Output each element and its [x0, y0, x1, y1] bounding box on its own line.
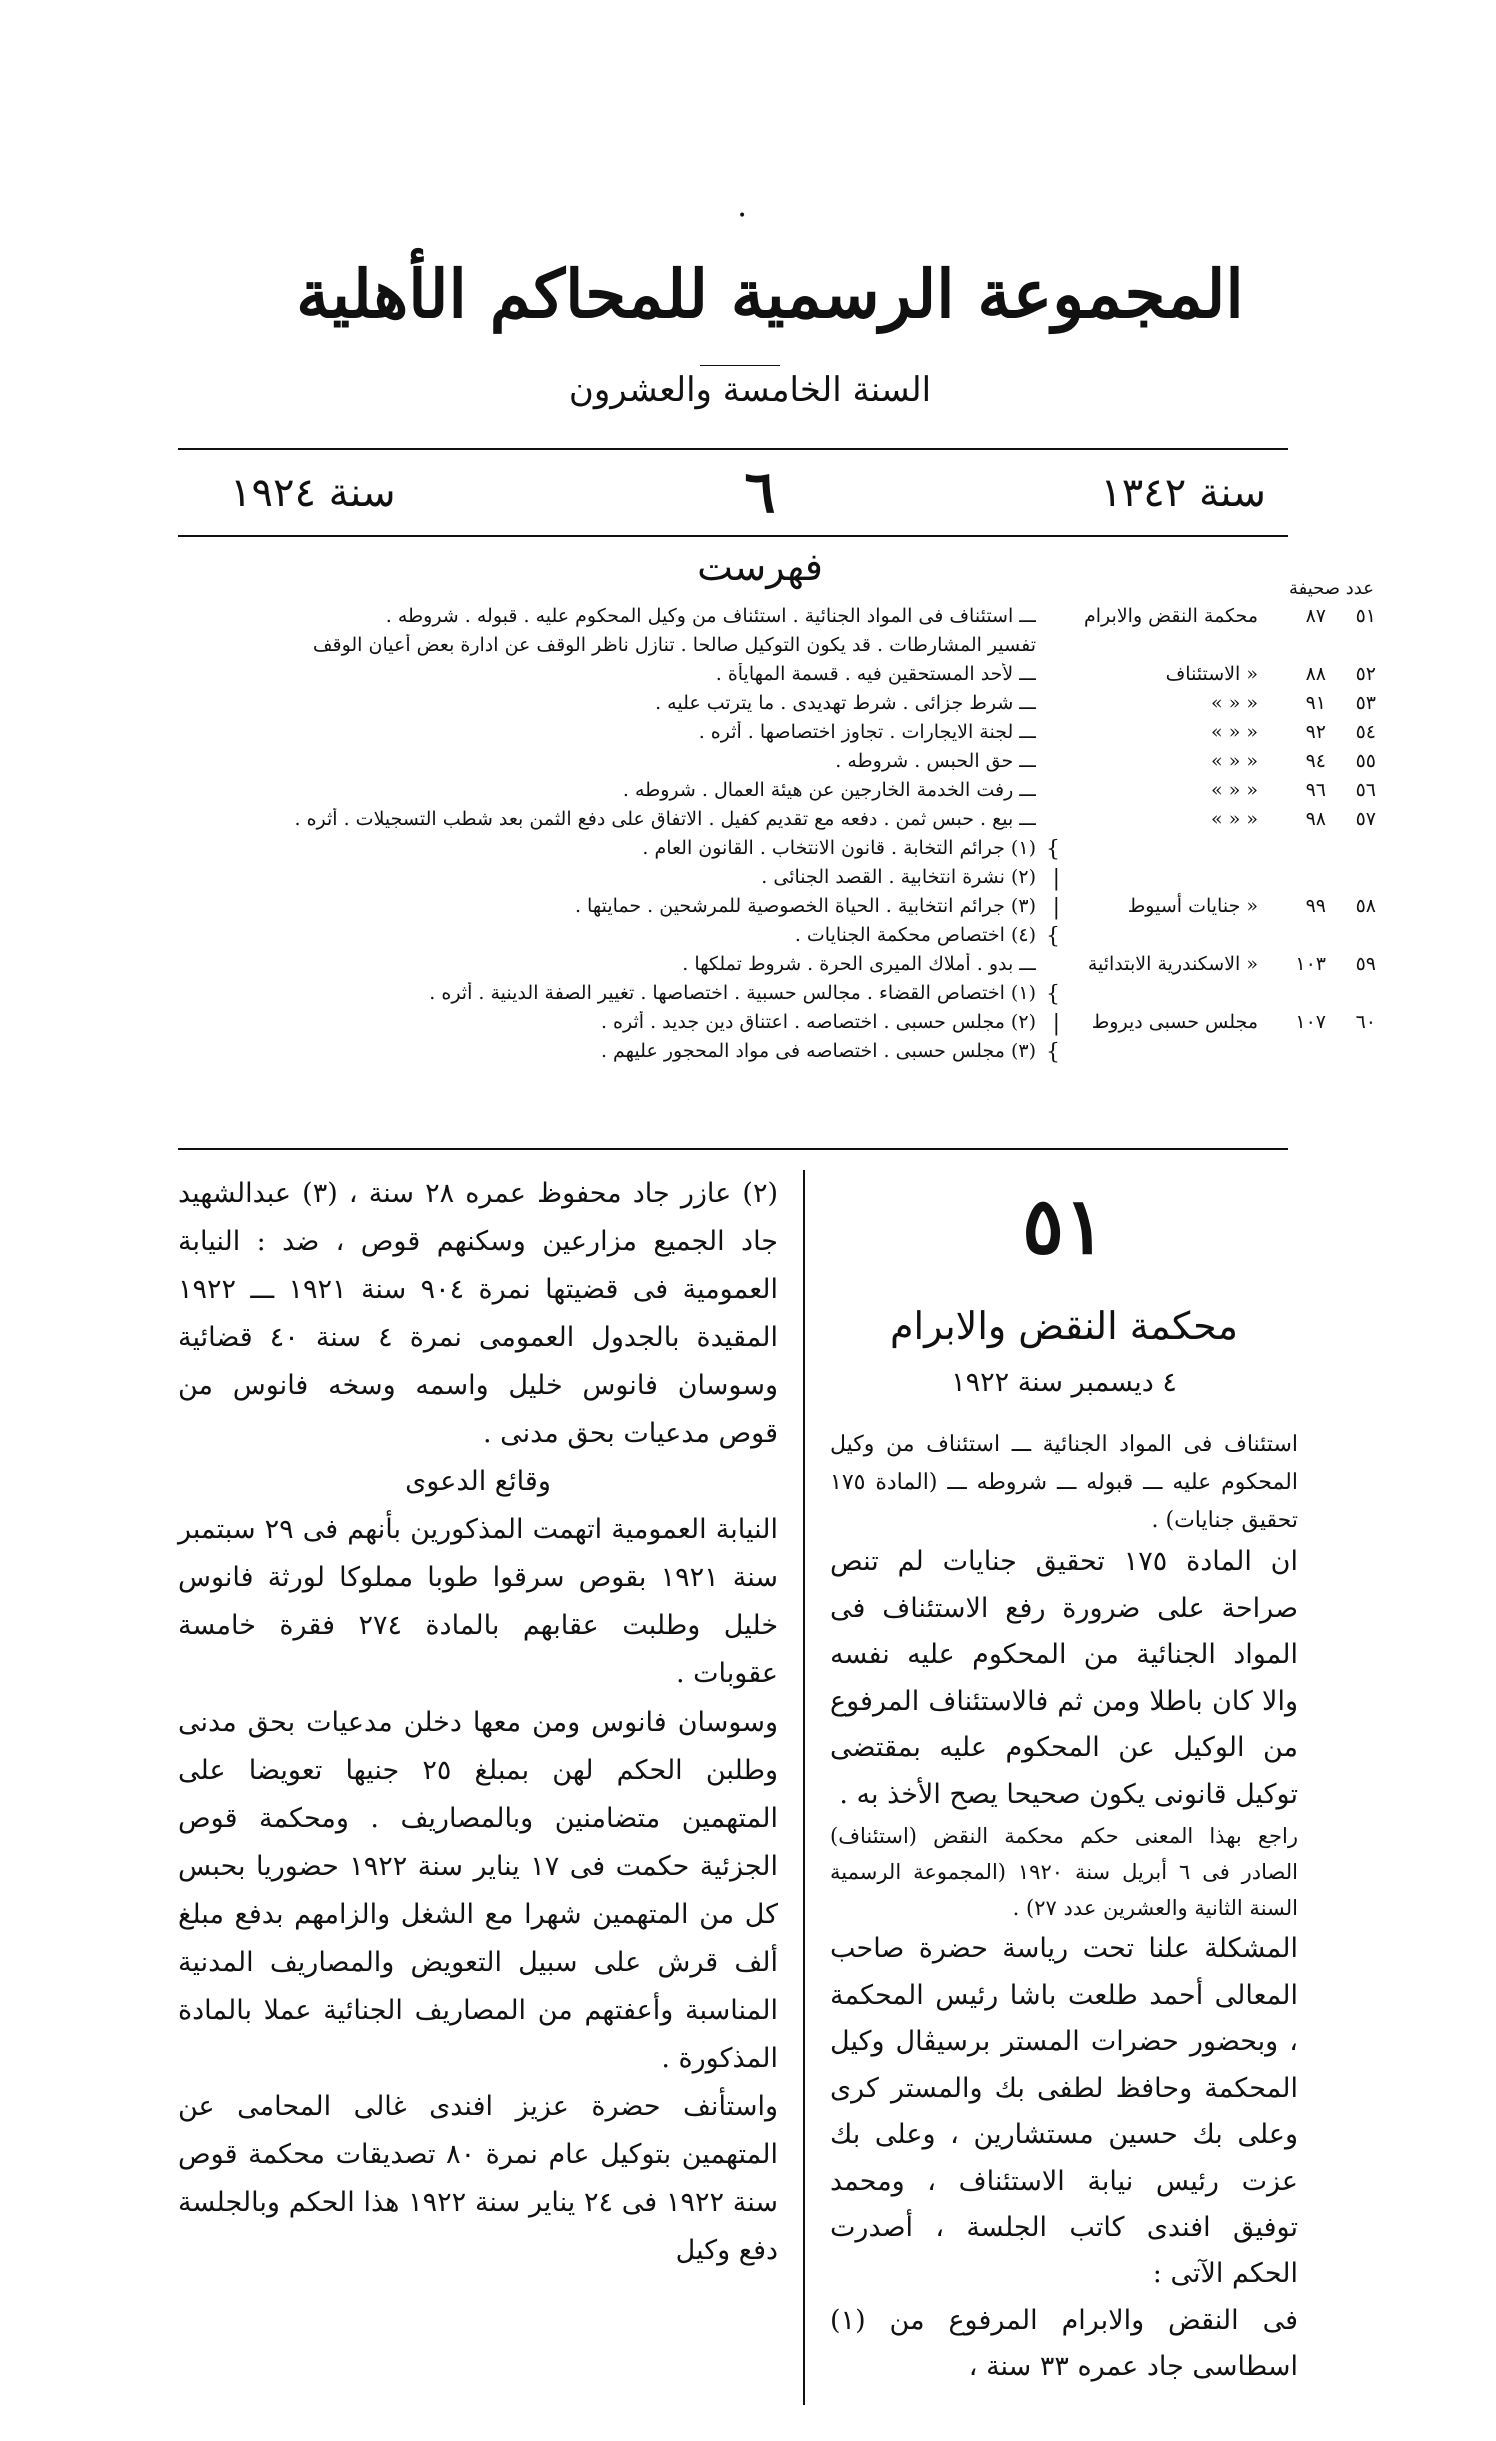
- appeal-start: فى النقض والابرام المرفوع من (١) اسطاسى جاد عمره ٣٣ سنة ،: [830, 2304, 1298, 2383]
- civil-claim-paragraph: وسوسان فانوس ومن معها دخلن مدعيات بحق مدنى وطلبن الحكم لهن بمبلغ ٢٥ جنيها تعويضا على المتهمين متضامنين وبالمصاريف . ومحكمة قوص الجزئية حكمت فى ١٧ يناير سنة ١٩٢٢ حضوريا بحبس كل من المتهمين شهرا مع الشغل والزامهم بدفع مبلغ ألف قرش على سبيل التعويض والمصاريف المدنية المناسبة وأعفتهم من المصاريف الجنائية عملا بالمادة المذكورة .: [178, 1706, 779, 2074]
- brace-mark: |: [1052, 1011, 1060, 1036]
- index-row: } (١) جرائم التخابة . قانون الانتخاب . القانون العام .: [642, 837, 1060, 862]
- decorative-dot: •: [738, 208, 747, 224]
- index-row: تفسير المشارطات . قد يكون التوكيل صالحا . تنازل ناظر الوقف عن ادارة بعض أعيان الوقف: [312, 634, 1036, 656]
- brace-mark: }: [1046, 982, 1060, 1007]
- court-name: محكمة النقض والابرام: [890, 1304, 1238, 1349]
- case-number: ٥١: [1022, 1181, 1106, 1272]
- index-title: فهرست: [697, 545, 823, 589]
- index-bottom-rule: [178, 1148, 1288, 1150]
- year-hijri: سنة ١٣٤٢: [1100, 470, 1266, 516]
- header-top-rule: [178, 448, 1288, 450]
- facts-paragraph: النيابة العمومية اتهمت المذكورين بأنهم فى ٢٩ سبتمبر سنة ١٩٢١ بقوص سرقوا طوبا مملوكا لورثة فانوس خليل وطلبت عقابهم بالمادة ٢٧٤ فقرة خامسة عقوبات .: [178, 1514, 779, 1690]
- index-row: } (١) اختصاص القضاء . مجالس حسبية . اختصاصها . تغيير الصفة الدينية . أثره .: [429, 982, 1060, 1007]
- index-row: } (٤) اختصاص محكمة الجنايات .: [794, 924, 1060, 949]
- legal-principle: ان المادة ١٧٥ تحقيق جنايات لم تنص صراحة على ضرورة رفع الاستئناف فى المواد الجنائية من المحكوم عليه نفسه والا كان باطلا ومن ثم فالاستئناف المرفوع من الوكيل عن المحكوم عليه بمقتضى توكيل قانونى يكون صحيحا يصح الأخذ به .: [830, 1546, 1298, 1810]
- index-row: } (٣) مجلس حسبى . اختصاصه فى مواد المحجور عليهم .: [600, 1040, 1060, 1065]
- index-column-head: عدد صحيفة: [1288, 578, 1374, 599]
- case-column: [830, 1170, 1298, 2391]
- index-row: ٥٥ ٩٤ « « » ـــ حق الحبس . شروطه .: [835, 750, 1376, 772]
- brace-mark: }: [1046, 1040, 1060, 1065]
- brace-mark: |: [1052, 895, 1060, 920]
- index-row: ٥٧ ٩٨ « « » ـــ بيع . حبس ثمن . دفعه مع تقديم كفيل . الاتفاق على دفع الثمن بعد شطب التسجيلات . أثره .: [294, 808, 1376, 830]
- title-divider: [700, 365, 780, 366]
- brace-mark: }: [1046, 837, 1060, 862]
- publication-subtitle: السنة الخامسة والعشرون: [568, 370, 932, 410]
- appeal-paragraph: واستأنف حضرة عزيز افندى غالى المحامى عن المتهمين بتوكيل عام نمرة ٨٠ تصديقات محكمة قوص سنة ١٩٢٢ فى ٢٤ يناير سنة ١٩٢٢ هذا الحكم وبالجلسة دفع وكيل: [178, 2090, 778, 2267]
- index-row: ٥٢ ٨٨ « الاستئناف ـــ لأحد المستحقين فيه . قسمة المهايأة .: [715, 663, 1376, 685]
- judgment-date: ٤ ديسمبر سنة ١٩٢٢: [951, 1366, 1177, 1398]
- index-row: ٦٠ ١٠٧ مجلس حسبى ديروط | (٢) مجلس حسبى . اختصاصه . اعتناق دين جديد . أثره .: [600, 1011, 1376, 1036]
- issue-number: ٦: [744, 458, 776, 526]
- index-row: ٥٨ ٩٩ « جنايات أسيوط | (٣) جرائم انتخابية . الحياة الخصوصية للمرشحين . حمايتها .: [574, 895, 1376, 920]
- continuation-column: [178, 1170, 778, 2275]
- header-bottom-rule: [178, 535, 1288, 537]
- brace-mark: |: [1052, 866, 1060, 891]
- index-row: ٥١ ٨٧ محكمة النقض والابرام ـــ استئناف فى المواد الجنائية . استئناف من وكيل المحكوم عليه . قبوله . شروطه .: [385, 605, 1376, 627]
- index-row: ٥٤ ٩٢ « « » ـــ لجنة الايجارات . تجاوز اختصاصها . أثره .: [698, 721, 1376, 743]
- bench-composition: المشكلة علنا تحت رياسة حضرة صاحب المعالى أحمد طلعت باشا رئيس المحكمة ، وبحضور حضرات المستر برسيڤال وكيل المحكمة وحافظ لطفى بك والمستر كرى وعلى بك حسين مستشارين ، وعلى بك عزت رئيس نيابة الاستئناف ، ومحمد توفيق افندى كاتب الجلسة ، أصدرت الحكم الآتى :: [830, 1933, 1298, 2290]
- index-row: | (٢) نشرة انتخابية . القصد الجنائى .: [761, 866, 1060, 891]
- parties-paragraph: (٢) عازر جاد محفوظ عمره ٢٨ سنة ، (٣) عبدالشهيد جاد الجميع مزارعين وسكنهم قوص ، ضد : النيابة العمومية فى قضيتها نمرة ٩٠٤ سنة ١٩٢١ ـــ ١٩٢٢ المقيدة بالجدول العمومى نمرة ٤ سنة ٤٠ قضائية وسوسان فانوس خليل واسمه وسخه فانوس من قوص مدعيات بحق مدنى .: [178, 1178, 778, 1450]
- brace-mark: }: [1046, 924, 1060, 949]
- year-gregorian: سنة ١٩٢٤: [230, 470, 396, 516]
- column-divider: [803, 1170, 805, 2405]
- publication-title: المجموعة الرسمية للمحاكم الأهلية: [296, 255, 1244, 333]
- index-table: [206, 605, 1376, 1069]
- index-row: ٥٦ ٩٦ « « » ـــ رفت الخدمة الخارجين عن هيئة العمال . شروطه .: [622, 779, 1376, 801]
- reference-note: راجع بهذا المعنى حكم محكمة النقض (استئناف) الصادر فى ٦ أبريل سنة ١٩٢٠ (المجموعة الرسمية السنة الثانية والعشرين عدد ٢٧) .: [830, 1824, 1298, 1921]
- facts-heading: وقائع الدعوى: [405, 1466, 551, 1498]
- index-row: ٥٩ ١٠٣ « الاسكندرية الابتدائية ـــ بدو . أملاك الميرى الحرة . شروط تملكها .: [682, 953, 1376, 975]
- case-summary: استئناف فى المواد الجنائية ـــ استئناف من وكيل المحكوم عليه ـــ قبوله ـــ شروطه ـــ (المادة ١٧٥ تحقيق جنايات) .: [830, 1431, 1298, 1533]
- index-row: ٥٣ ٩١ « « » ـــ شرط جزائى . شرط تهديدى . ما يترتب عليه .: [655, 692, 1376, 714]
